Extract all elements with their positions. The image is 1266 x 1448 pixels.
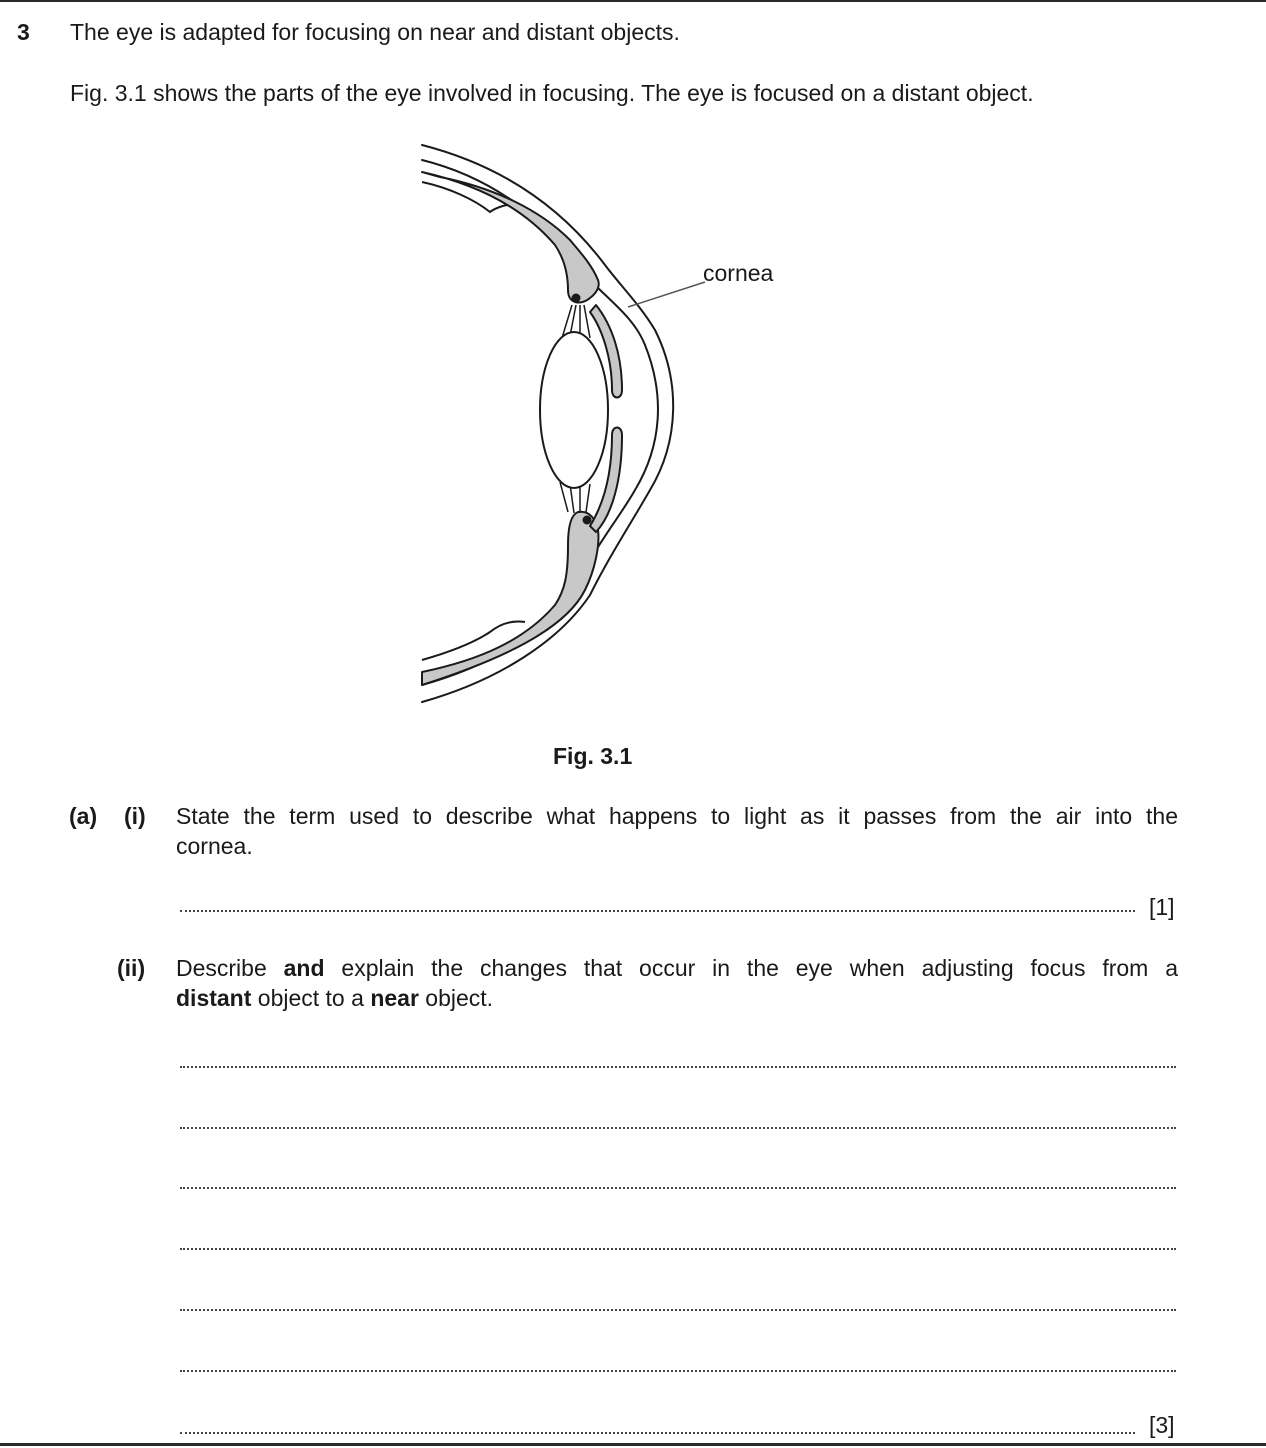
- part-a-i-label: (i): [124, 803, 146, 829]
- answer-line[interactable]: [180, 1066, 1176, 1068]
- answer-line[interactable]: [180, 1432, 1135, 1434]
- answer-line[interactable]: [180, 1370, 1176, 1372]
- figure-intro: Fig. 3.1 shows the parts of the eye involved in focusing. The eye is focused on a distant object.: [70, 80, 1034, 106]
- bottom-rule: [0, 1443, 1266, 1446]
- lens: [540, 332, 608, 488]
- ciliary-muscle-top: [572, 294, 581, 303]
- ciliary-muscle-bottom: [583, 516, 592, 525]
- ciliary-body-top: [422, 172, 599, 303]
- part-a-i-question-line2: cornea.: [176, 833, 253, 859]
- top-rule: [0, 0, 1266, 2]
- question-intro: The eye is adapted for focusing on near and distant objects.: [70, 19, 680, 45]
- figure-caption: Fig. 3.1: [553, 743, 633, 769]
- eye-diagram: [400, 125, 800, 715]
- answer-line[interactable]: [180, 1187, 1176, 1189]
- part-a-ii-label: (ii): [117, 955, 146, 981]
- part-a-label: (a): [69, 803, 98, 829]
- question-number: 3: [17, 19, 30, 45]
- answer-line[interactable]: [180, 1309, 1176, 1311]
- marks-a-ii: [3]: [1149, 1412, 1175, 1438]
- cornea-label-line: [628, 282, 705, 307]
- part-a-ii-question-line1: Describe and explain the changes that occur in the eye when adjusting focus from a: [176, 955, 1179, 981]
- answer-line[interactable]: [180, 1248, 1176, 1250]
- answer-line[interactable]: [180, 910, 1135, 912]
- ciliary-body-bottom: [422, 512, 598, 685]
- marks-a-i: [1]: [1149, 894, 1175, 920]
- cornea-label: cornea: [703, 260, 774, 286]
- part-a-i-question-line1: State the term used to describe what happens to light as it passes from the air into the: [176, 803, 1178, 829]
- part-a-ii-question-line2: distant object to a near object.: [176, 985, 494, 1011]
- answer-line[interactable]: [180, 1127, 1176, 1129]
